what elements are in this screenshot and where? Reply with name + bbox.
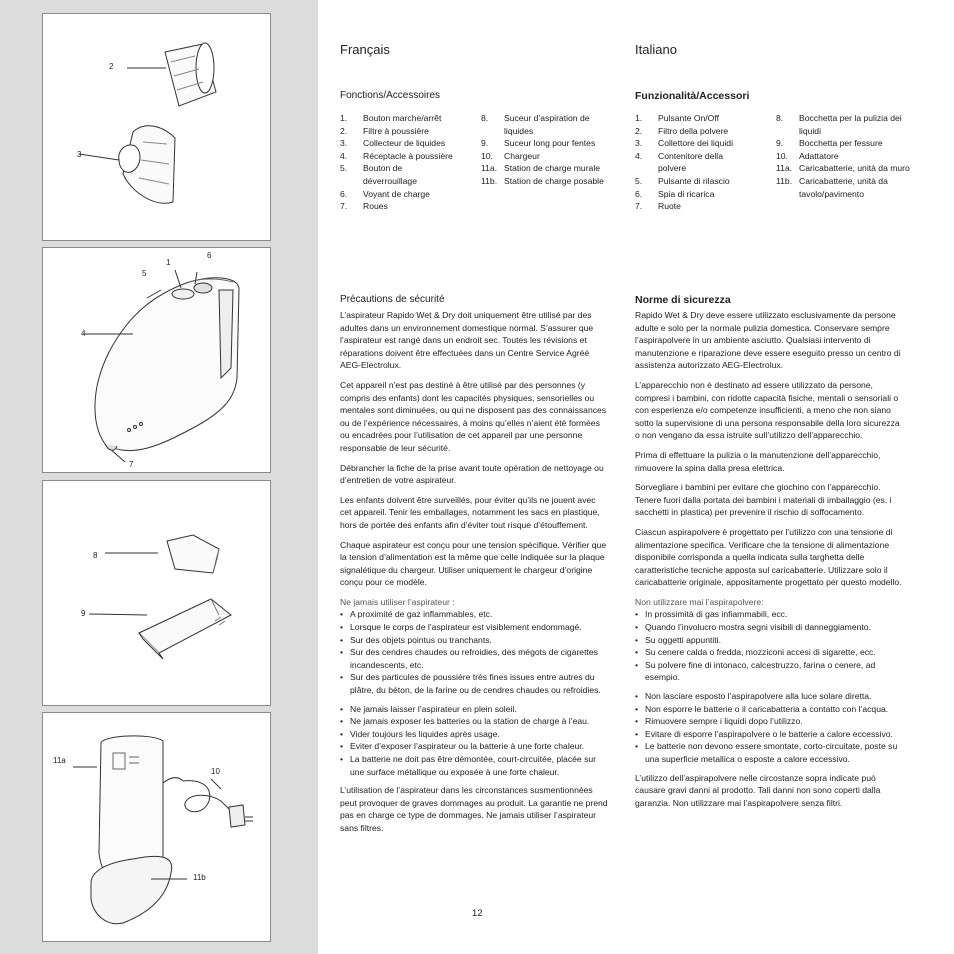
features-col-right-it	[776, 112, 916, 200]
callout-9: 9	[81, 609, 86, 618]
feature-item: 1. Bouton marche/arrêt	[340, 113, 442, 123]
feature-item: 3. Collecteur de liquides	[340, 138, 446, 149]
feature-item: 2. Filtro della polvere	[635, 125, 729, 136]
feature-item: 9. Bocchetta per fessure	[776, 138, 883, 149]
never-use-list-it	[635, 608, 903, 684]
charger-illustration	[43, 713, 272, 943]
list-item: • Su oggetti appuntiti.	[635, 634, 903, 647]
callout-8: 8	[93, 551, 98, 560]
safety-paragraph: L’aspirateur Rapido Wet & Dry doit uniquement être utilisé par des adultes dans un environnement domestique normal. S’assurer que l’aspirateur est rangé dans un endroit sec. Toutes les révisions et réparations doivent être effectuées dans un Centre Service Agréé AEG-Electrolux.	[340, 310, 594, 371]
list-item: • Quando l’involucro mostra segni visibili di danneggiamento.	[635, 621, 903, 634]
list-item: • Sur des cendres chaudes ou refroidies, des mégots de cigarettes incandescents, etc.	[340, 646, 608, 671]
safety-text-it	[635, 309, 903, 816]
callout-3: 3	[77, 150, 82, 159]
feature-item: 4. Réceptacle à poussière	[340, 150, 453, 161]
safety-paragraph: Prima di effettuare la pulizia o la manutenzione dell’apparecchio, rimuovere la spina dalla presa elettrica.	[635, 449, 881, 473]
illustration-sidebar	[0, 0, 318, 954]
list-item: • Su polvere fine di intonaco, calcestruzzo, farina o cenere, ad esempio.	[635, 659, 903, 684]
feature-item: 3. Collettore dei liquidi	[635, 138, 733, 149]
feature-item: 9. Suceur long pour fentes	[481, 138, 596, 149]
features-title-it: Funzionalità/Accessori	[635, 90, 750, 102]
feature-item: 7. Ruote	[635, 201, 681, 212]
safety-paragraph: Les enfants doivent être surveillés, pour éviter qu’ils ne jouent avec cet appareil. Tenir les emballages, notamment les sacs en plastique, hors de portée des enfants afin d’éviter tout risque d’étouffement.	[340, 494, 600, 530]
never-use-label-fr: Ne jamais utiliser l’aspirateur :	[340, 596, 455, 607]
feature-item: 11a. Station de charge murale	[481, 163, 601, 174]
safety-paragraph: Cet appareil n’est pas destiné à être utilisé par des personnes (y compris des enfants) dont les capacités physiques, sensorielles ou mentales sont diminuées, ou qui ne disposent pas des connaissances ou de l’expérience nécessaires, à moins qu’elles n’aient été formées ou encadrées pour l’utilisation de cet appareil par une personne responsable de leur sécurité.	[340, 379, 607, 453]
feature-item: 6. Voyant de charge	[340, 188, 430, 199]
callout-2: 2	[109, 62, 114, 71]
feature-item: 1. Pulsante On/Off	[635, 113, 719, 123]
features-col-right-fr	[481, 112, 621, 188]
list-item: • Rimuovere sempre i liquidi dopo l’utilizzo.	[635, 715, 903, 728]
rules-list-it	[635, 690, 903, 766]
never-use-list-fr	[340, 608, 608, 696]
list-item: • Sur des objets pointus ou tranchants.	[340, 634, 608, 647]
filters-illustration	[43, 14, 272, 242]
illustration-panel-charger	[42, 712, 271, 942]
features-col-left-fr	[340, 112, 480, 213]
list-item: • Non lasciare esposto l’aspirapolvere alla luce solare diretta.	[635, 690, 903, 703]
safety-text-fr	[340, 309, 608, 842]
list-item: • La batterie ne doit pas être démontée, court-circuitée, placée sur une surface métallique ou exposée à une forte chaleur.	[340, 753, 608, 778]
illustration-panel-vacuum	[42, 247, 271, 473]
list-item: • Su cenere calda o fredda, mozziconi accesi di sigarette, ecc.	[635, 646, 903, 659]
illustration-panel-nozzles	[42, 480, 271, 706]
heading-italiano: Italiano	[635, 42, 677, 57]
callout-11a: 11a	[53, 756, 66, 765]
feature-item: 5. Bouton de déverrouillage	[340, 163, 417, 186]
list-item: • Le batterie non devono essere smontate, corto-circuitate, poste su una superficie metallica o esposte a calore eccessivo.	[635, 740, 903, 765]
never-use-label-it: Non utilizzare mai l’aspirapolvere:	[635, 596, 764, 607]
feature-item: 11a. Caricabatterie, unità da muro	[776, 163, 910, 174]
list-item: • Non esporre le batterie o il caricabatteria a contatto con l’acqua.	[635, 703, 903, 716]
feature-item: 11b. Station de charge posable	[481, 175, 604, 186]
callout-5: 5	[142, 269, 147, 278]
list-item: • Ne jamais exposer les batteries ou la station de charge à l’eau.	[340, 715, 608, 728]
safety-paragraph: L’apparecchio non è destinato ad essere utilizzato da persone, compresi i bambini, con ridotte capacità fisiche, mentali o sensoriali o con esperienza e/o competenze insufficienti, a meno che non siano sotto la supervisione di una persona responsabile della loro sicurezza o non vengano da essa istruite sull’utilizzo dell’apparecchio.	[635, 379, 900, 441]
closing-paragraph-fr: L’utilisation de l’aspirateur dans les circonstances susmentionnées peut provoquer de graves dommages au produit. La garantie ne prend pas en charge ce type de dommages. Ne jamais utiliser l’aspirateur sans filtres.	[340, 785, 608, 833]
heading-francais: Français	[340, 42, 390, 57]
feature-item: 8. Bocchetta per la pulizia dei liquidi	[776, 113, 902, 136]
illustration-panel-filters	[42, 13, 271, 241]
feature-item: 10. Adattatore	[776, 150, 839, 161]
feature-item: 4. Contenitore della polvere	[635, 150, 723, 174]
list-item: • Eviter d’exposer l’aspirateur ou la batterie à une forte chaleur.	[340, 740, 608, 753]
feature-item: 11b. Caricabatterie, unità da tavolo/pavimento	[776, 175, 888, 199]
rules-list-fr	[340, 703, 608, 779]
safety-paragraph: Rapido Wet & Dry deve essere utilizzato esclusivamente da persone adulte e solo per la normale pulizia domestica. Conservare sempre l’aspirapolvere in un ambiente asciutto. Qualsiasi intervento di manutenzione e riparazione deve essere eseguito presso un centro di assistenza autorizzato AEG-Electrolux.	[635, 310, 901, 371]
list-item: • Lorsque le corps de l’aspirateur est visiblement endommagé.	[340, 621, 608, 634]
safety-title-it: Norme di sicurezza	[635, 294, 731, 306]
list-item: • Vider toujours les liquides après usage.	[340, 728, 608, 741]
callout-1: 1	[166, 258, 171, 267]
callout-7: 7	[129, 460, 134, 469]
feature-item: 2. Filtre à poussière	[340, 125, 429, 136]
features-title-fr: Fonctions/Accessoires	[340, 90, 441, 101]
callout-4: 4	[81, 329, 86, 338]
feature-item: 5. Pulsante di rilascio	[635, 175, 730, 186]
list-item: • Sur des particules de poussière très fines issues entre autres du plâtre, du béton, de la farine ou de cendres chaudes ou refroidies.	[340, 671, 608, 696]
list-item: • Ne jamais laisser l’aspirateur en plein soleil.	[340, 703, 608, 716]
features-col-left-it	[635, 112, 775, 213]
list-item: • A proximité de gaz inflammables, etc.	[340, 608, 608, 621]
closing-paragraph-it: L’utilizzo dell’aspirapolvere nelle circostanze sopra indicate può causare gravi danni al prodotto. Tali danni non sono coperti dalla garanzia. Non utilizzare mai l’aspirapolvere senza filtri.	[635, 772, 881, 808]
feature-item: 6. Spia di ricarica	[635, 188, 715, 199]
safety-paragraph: Chaque aspirateur est conçu pour une tension spécifique. Vérifier que la tension d’alimentation est la même que celle indiquée sur la plaque signalétique du chargeur. Utiliser uniquement le chargeur d’origine conçu pour ce modèle.	[340, 539, 607, 588]
safety-paragraph: Ciascun aspirapolvere è progettato per l’utilizzo con una tensione di alimentazione specifica. Verificare che la tensione di alimentazione disponibile corrisponda a quella indicata sulla targhetta delle caratteristiche tecniche apposta sul caricabatterie. Utilizzare solo il caricabatterie originale, appositamente progettato per questo modello.	[635, 526, 902, 588]
safety-paragraph: Débrancher la fiche de la prise avant toute opération de nettoyage ou d’entretien de votre aspirateur.	[340, 462, 604, 486]
callout-6: 6	[207, 251, 212, 260]
feature-item: 7. Roues	[340, 201, 388, 212]
feature-item: 8. Suceur d’aspiration de liquides	[481, 113, 590, 136]
list-item: • Evitare di esporre l’aspirapolvere o le batterie a calore eccessivo.	[635, 728, 903, 741]
feature-item: 10. Chargeur	[481, 150, 540, 161]
callout-11b: 11b	[193, 873, 206, 882]
safety-paragraph: Sorvegliare i bambini per evitare che giochino con l’apparecchio. Tenere fuori dalla portata dei bambini i materiali di imballaggio (es. i sacchetti in plastica) per prevenire il rischio di soffocamento.	[635, 482, 892, 518]
callout-10: 10	[211, 767, 220, 776]
nozzles-illustration	[43, 481, 272, 707]
page-number: 12	[472, 908, 483, 919]
safety-title-fr: Précautions de sécurité	[340, 294, 445, 305]
vacuum-illustration	[43, 248, 272, 474]
list-item: • In prossimità di gas infiammabili, ecc.	[635, 608, 903, 621]
